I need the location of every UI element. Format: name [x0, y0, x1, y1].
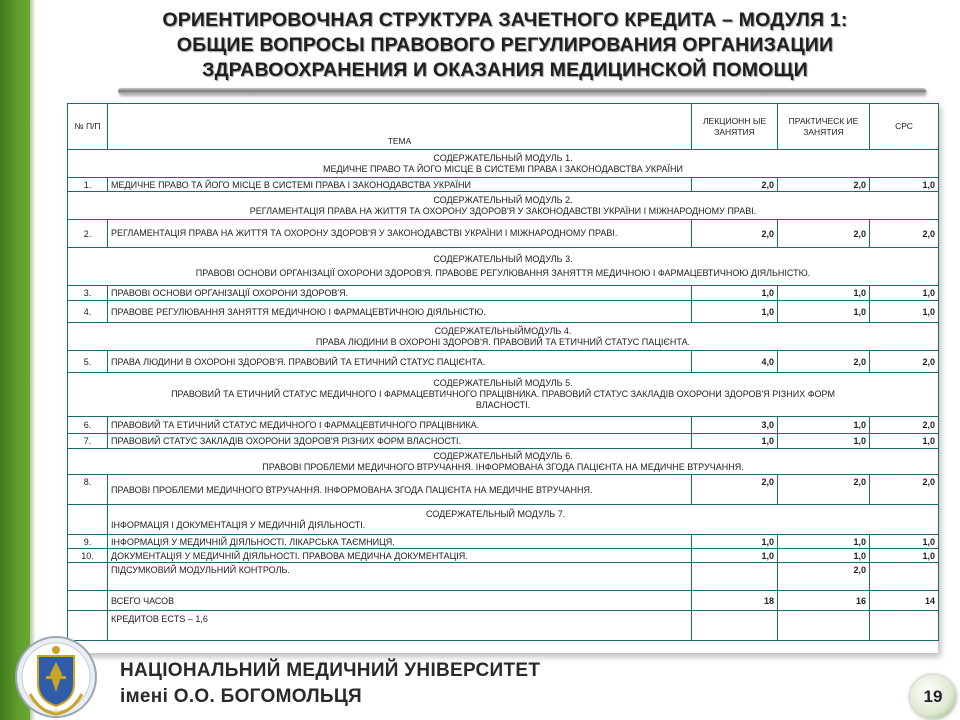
row-num: 10.	[68, 549, 108, 563]
row-topic: ПРАВОВИЙ СТАТУС ЗАКЛАДІВ ОХОРОНИ ЗДОРОВ'Я РІЗНИХ ФОРМ ВЛАСНОСТІ.	[108, 434, 692, 449]
table-row	[68, 434, 939, 449]
row-num: 9.	[68, 535, 108, 549]
row-practical: 1,0	[778, 417, 870, 434]
header-lecture: ЛЕКЦИОНН ЫЕ ЗАНЯТИЯ	[692, 104, 778, 150]
section-row	[68, 505, 939, 535]
university-crest-logo	[10, 634, 102, 718]
table-row	[68, 351, 939, 373]
row-topic: ПРАВОВІ ОСНОВИ ОРГАНІЗАЦІЇ ОХОРОНИ ЗДОРОВ'Я.	[108, 286, 692, 301]
footer-line-2: імені О.О. БОГОМОЛЬЦЯ	[120, 686, 363, 707]
row-lecture: 1,0	[692, 301, 778, 323]
header-practical: ПРАКТИЧЕСК ИЕ ЗАНЯТИЯ	[778, 104, 870, 150]
table-row	[68, 535, 939, 549]
row-practical: 2,0	[778, 220, 870, 248]
footer-university-name	[120, 658, 540, 710]
row-topic: РЕГЛАМЕНТАЦІЯ ПРАВА НА ЖИТТЯ ТА ОХОРОНУ ЗДОРОВ'Я У ЗАКОНОДАВСТВІ УКРАЇНИ І МІЖНАРОДНОМУ ПРАВІ.	[108, 220, 692, 248]
table-row	[68, 301, 939, 323]
table-header-row	[68, 104, 939, 150]
section-title: СОДЕРЖАТЕЛЬНЫЙМОДУЛЬ 4.	[434, 325, 572, 336]
credits-row	[68, 611, 939, 641]
title-underline	[118, 88, 926, 94]
section-title: СОДЕРЖАТЕЛЬНЫЙ МОДУЛЬ 6.	[433, 450, 573, 461]
section-subtitle: ІНФОРМАЦІЯ І ДОКУМЕНТАЦІЯ У МЕДИЧНІЙ ДІЯЛЬНОСТІ.	[111, 519, 366, 530]
row-srs: 2,0	[870, 475, 939, 505]
table-row	[68, 286, 939, 301]
row-lecture: 1,0	[692, 535, 778, 549]
row-lecture: 2,0	[692, 220, 778, 248]
row-num: 5.	[68, 351, 108, 373]
section-title: СОДЕРЖАТЕЛЬНЫЙ МОДУЛЬ 1.	[433, 152, 573, 163]
footer-line-1: НАЦІОНАЛЬНИЙ МЕДИЧНИЙ УНІВЕРСИТЕТ	[120, 660, 541, 681]
row-num: 4.	[68, 301, 108, 323]
row-lecture: 1,0	[692, 286, 778, 301]
total-lecture: 18	[692, 591, 778, 611]
section-row	[68, 323, 939, 351]
control-row	[68, 563, 939, 591]
row-practical: 1,0	[778, 286, 870, 301]
total-label: ВСЕГО ЧАСОВ	[108, 591, 692, 611]
row-srs: 1,0	[870, 434, 939, 449]
credit-structure-table	[67, 103, 938, 653]
section-row	[68, 449, 939, 475]
section-subtitle: ПРАВОВІ ОСНОВИ ОРГАНІЗАЦІЇ ОХОРОНИ ЗДОРОВ'Я. ПРАВОВЕ РЕГУЛЮВАННЯ ЗАНЯТТЯ МЕДИЧНОЮ І ФАРМАЦЕВТИЧНОЮ ДІЯЛЬНІСТЮ.	[195, 268, 811, 278]
row-num: 8.	[68, 475, 108, 505]
row-srs: 2,0	[870, 351, 939, 373]
row-srs: 1,0	[870, 535, 939, 549]
row-num: 7.	[68, 434, 108, 449]
row-practical: 2,0	[778, 351, 870, 373]
section-subtitle: МЕДИЧНЕ ПРАВО ТА ЙОГО МІСЦЕ В СИСТЕМІ ПРАВА І ЗАКОНОДАВСТВА УКРАЇНИ	[322, 163, 684, 174]
row-srs: 1,0	[870, 549, 939, 563]
row-lecture: 1,0	[692, 549, 778, 563]
left-accent-bar	[0, 0, 30, 720]
section-row	[68, 192, 939, 220]
row-lecture: 3,0	[692, 417, 778, 434]
row-topic: ІНФОРМАЦІЯ У МЕДИЧНІЙ ДІЯЛЬНОСТІ. ЛІКАРСЬКА ТАЄМНИЦЯ.	[108, 535, 692, 549]
row-topic: МЕДИЧНЕ ПРАВО ТА ЙОГО МІСЦЕ В СИСТЕМІ ПРАВА І ЗАКОНОДАВСТВА УКРАЇНИ	[108, 178, 692, 192]
title-line-2: ОБЩИЕ ВОПРОСЫ ПРАВОВОГО РЕГУЛИРОВАНИЯ ОРГАНИЗАЦИИ	[176, 34, 834, 56]
section-row	[68, 373, 939, 417]
header-srs: СРС	[870, 104, 939, 150]
title-line-3: ЗДРАВООХРАНЕНИЯ И ОКАЗАНИЯ МЕДИЦИНСКОЙ ПОМОЩИ	[202, 59, 808, 81]
table-row	[68, 220, 939, 248]
row-lecture: 2,0	[692, 475, 778, 505]
row-practical: 2,0	[778, 178, 870, 192]
table-row	[68, 178, 939, 192]
row-srs: 2,0	[870, 417, 939, 434]
row-practical: 1,0	[778, 535, 870, 549]
section-title: СОДЕРЖАТЕЛЬНЫЙ МОДУЛЬ 5.	[433, 378, 573, 388]
section-subtitle: РЕГЛАМЕНТАЦІЯ ПРАВА НА ЖИТТЯ ТА ОХОРОНУ ЗДОРОВ'Я У ЗАКОНОДАВСТВІ УКРАЇНИ І МІЖНАРОДНОМУ ПРАВІ.	[249, 205, 757, 216]
row-srs: 1,0	[870, 286, 939, 301]
row-num: 1.	[68, 178, 108, 192]
row-practical: 2,0	[778, 475, 870, 505]
header-num: № П/П	[68, 104, 108, 150]
section-subtitle: ПРАВОВІ ПРОБЛЕМИ МЕДИЧНОГО ВТРУЧАННЯ. ІНФОРМОВАНА ЗГОДА ПАЦІЄНТА НА МЕДИЧНЕ ВТРУЧАННЯ.	[262, 461, 744, 472]
control-practical: 2,0	[778, 563, 870, 591]
credits-label: КРЕДИТОВ ECTS – 1,6	[108, 611, 692, 641]
title-line-1: ОРИЕНТИРОВОЧНАЯ СТРУКТУРА ЗАЧЕТНОГО КРЕДИТА – МОДУЛЯ 1:	[162, 9, 848, 31]
row-num: 3.	[68, 286, 108, 301]
slide-title	[100, 8, 910, 83]
table-row	[68, 475, 939, 505]
row-lecture: 1,0	[692, 434, 778, 449]
total-srs: 14	[870, 591, 939, 611]
left-accent-shade	[30, 0, 36, 720]
row-num: 6.	[68, 417, 108, 434]
section-row	[68, 248, 939, 286]
control-topic: ПІДСУМКОВИЙ МОДУЛЬНИЙ КОНТРОЛЬ.	[108, 563, 692, 591]
row-topic: ПРАВА ЛЮДИНИ В ОХОРОНІ ЗДОРОВ'Я. ПРАВОВИЙ ТА ЕТИЧНИЙ СТАТУС ПАЦІЄНТА.	[108, 351, 692, 373]
row-topic: ПРАВОВИЙ ТА ЕТИЧНИЙ СТАТУС МЕДИЧНОГО І ФАРМАЦЕВТИЧНОГО ПРАЦІВНИКА.	[108, 417, 692, 434]
section-title: СОДЕРЖАТЕЛЬНЫЙ МОДУЛЬ 2.	[433, 194, 573, 205]
row-lecture: 2,0	[692, 178, 778, 192]
row-srs: 1,0	[870, 178, 939, 192]
row-practical: 1,0	[778, 549, 870, 563]
page-number-badge: 19	[910, 675, 956, 719]
row-topic: ПРАВОВЕ РЕГУЛЮВАННЯ ЗАНЯТТЯ МЕДИЧНОЮ І ФАРМАЦЕВТИЧНОЮ ДІЯЛЬНІСТЮ.	[108, 301, 692, 323]
section-subtitle: ПРАВОВИЙ ТА ЕТИЧНИЙ СТАТУС МЕДИЧНОГО І ФАРМАЦЕВТИЧНОГО ПРАЦІВНИКА. ПРАВОВИЙ СТАТУС ЗАКЛАДІВ ОХОРОНИ ЗДОРОВ'Я РІЗНИХ ФОРМ ВЛАСНОСТІ.	[171, 389, 835, 410]
row-num: 2.	[68, 220, 108, 248]
table-row	[68, 549, 939, 563]
row-srs: 1,0	[870, 301, 939, 323]
row-practical: 1,0	[778, 434, 870, 449]
row-lecture: 4,0	[692, 351, 778, 373]
section-row	[68, 150, 939, 178]
row-topic: ДОКУМЕНТАЦІЯ У МЕДИЧНІЙ ДІЯЛЬНОСТІ. ПРАВОВА МЕДИЧНА ДОКУМЕНТАЦІЯ.	[108, 549, 692, 563]
section-title: СОДЕРЖАТЕЛЬНЫЙ МОДУЛЬ 3.	[433, 254, 573, 264]
table-row	[68, 417, 939, 434]
total-practical: 16	[778, 591, 870, 611]
row-practical: 1,0	[778, 301, 870, 323]
header-topic: ТЕМА	[108, 104, 692, 150]
section-title: СОДЕРЖАТЕЛЬНЫЙ МОДУЛЬ 7.	[426, 508, 566, 519]
total-row	[68, 591, 939, 611]
row-srs: 2,0	[870, 220, 939, 248]
row-topic: ПРАВОВІ ПРОБЛЕМИ МЕДИЧНОГО ВТРУЧАННЯ. ІНФОРМОВАНА ЗГОДА ПАЦІЄНТА НА МЕДИЧНЕ ВТРУЧАННЯ.	[108, 475, 692, 505]
section-subtitle: ПРАВА ЛЮДИНИ В ОХОРОНІ ЗДОРОВ'Я. ПРАВОВИЙ ТА ЕТИЧНИЙ СТАТУС ПАЦІЄНТА.	[315, 336, 691, 347]
